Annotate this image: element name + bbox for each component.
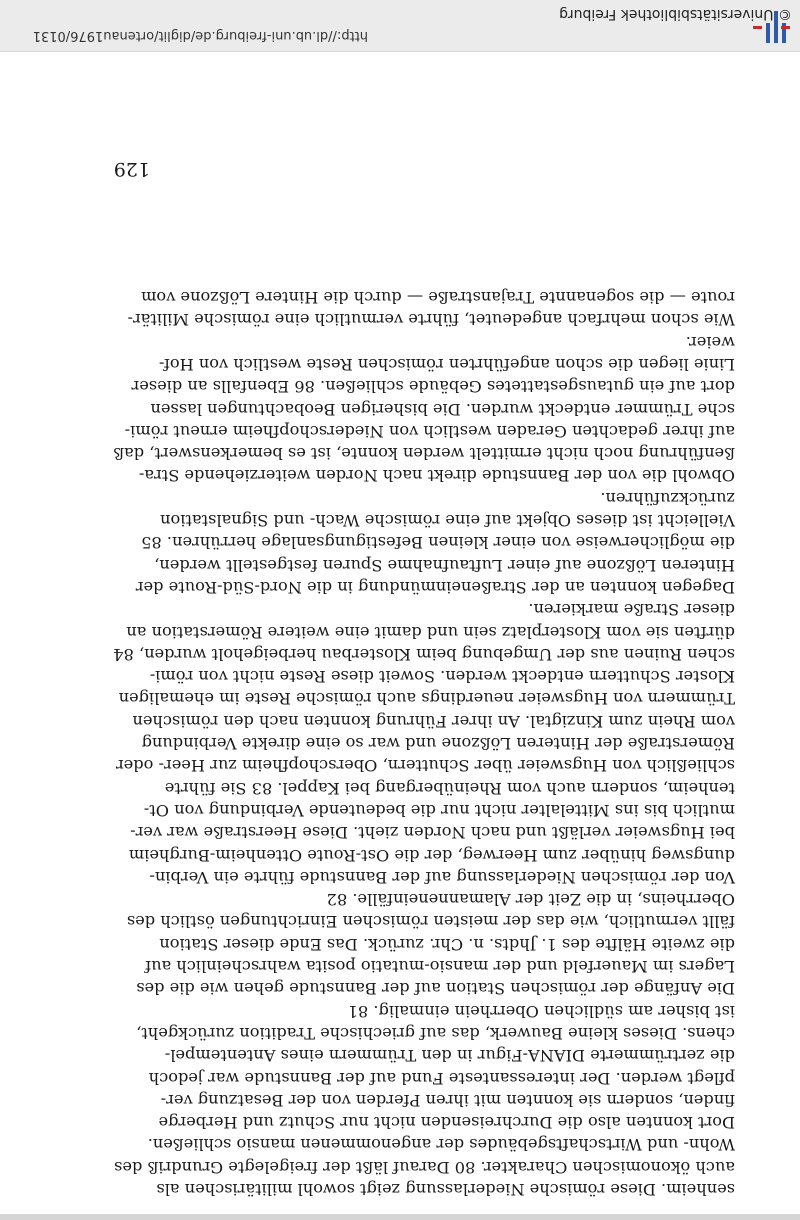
text-line: sche Trümmer entdeckt wurden. Die bisherigen Beobachtungen lassen <box>150 399 735 419</box>
text-line: Dort konnten also die Durchreisenden nicht nur Schutz und Herberge <box>158 1113 735 1133</box>
text-line: die zweite Hälfte des 1. Jhdts. n. Chr. zurück. Das Ende dieser Station <box>159 934 735 954</box>
text-line: Vielleicht ist dieses Objekt auf eine römische Wach- und Signalstation <box>160 511 735 531</box>
text-line: chens. Dieses kleine Bauwerk, das auf griechische Tradition zurückgeht, <box>136 1023 735 1043</box>
text-line: Obwohl die von der Bannstude direkt nach Norden weiterziehende Stra- <box>138 466 735 486</box>
text-line: auf ihrer gedachten Geraden westlich von Niederschopfheim erneut römi- <box>124 421 735 441</box>
text-line: Dagegen konnten an der Straßeneinmündung in die Nord-Süd-Route der <box>135 577 735 597</box>
text-line: Von der römischen Niederlassung auf der Bannstude führte ein Verbin- <box>149 867 735 887</box>
text-line: Linie liegen die schon angeführten römischen Reste westlich von Hof- <box>158 355 735 375</box>
text-line: ßenführung noch nicht ermittelt werden konnte, ist es bemerkenswert, daß <box>113 444 735 464</box>
text-line: zurückzuführen. <box>600 488 735 508</box>
text-line: schen Ruinen aus der Umgebung beim Klosterbau herbeigeholt wurden, 84 <box>113 644 735 664</box>
text-line: Oberrheins, in die Zeit der Alamanneneinfälle. 82 <box>326 890 735 910</box>
text-line: Trümmern von Hugsweier neuerdings auch römische Reste im ehemaligen <box>118 689 735 709</box>
text-line: weier. <box>685 332 735 352</box>
text-line: mutlich bis ins Mittelalter nicht nur die bedeutende Verbindung von Ot- <box>143 800 735 820</box>
text-line: dürften sie vom Klosterplatz sein und damit eine weitere Römerstation an <box>126 622 735 642</box>
document-url-link[interactable]: http://dl.ub.uni-freiburg.de/diglit/ortenau1976/0131 <box>32 28 368 43</box>
text-line: die möglicherweise von einer kleinen Befestigungsanlage herrühren. 85 <box>141 533 735 553</box>
page-text <box>113 286 735 1200</box>
text-line: Kloster Schuttern entdeckt werden. Soweit diese Reste nicht von römi- <box>149 667 735 687</box>
text-line: finden, sondern sie konnten mit ihren Pferden von der Besatzung ver- <box>160 1090 735 1110</box>
text-line: senheim. Diese römische Niederlassung zeigt sowohl militärischen als <box>156 1180 735 1199</box>
text-line: Hinteren Lößzone auf einer Luftaufnahme Spuren festgestellt werden, <box>154 555 735 575</box>
page-number: 129 <box>113 158 150 180</box>
text-line: bei Hugsweier verläßt und nach Norden zieht. Diese Heerstraße war ver- <box>130 823 735 843</box>
text-line: Römerstraße der Hinteren Lößzone und war so eine direkte Verbindung <box>141 734 735 754</box>
text-line: ist bisher am südlichen Oberrhein einmalig. 81 <box>347 1001 735 1021</box>
text-line: Wohn- und Wirtschaftsgebäudes der angenommenen mansio schließen. <box>147 1135 735 1155</box>
scan-edge <box>0 1214 800 1220</box>
text-line: auch ökonomischen Charakter. 80 Darauf läßt der freigelegte Grundriß des <box>114 1157 735 1177</box>
text-line: Wie schon mehrfach angedeutet, führte vermutlich eine römische Militär- <box>127 310 735 330</box>
text-line: route — die sogenannte Trajanstraße — durch die Hintere Lößzone vom <box>141 288 735 308</box>
text-line: schließlich von Hugsweier über Schuttern, Oberschopfheim zur Heer- oder <box>115 756 735 776</box>
text-line: pflegt werden. Der interessanteste Fund auf der Bannstude war jedoch <box>148 1068 735 1088</box>
text-line: die zertrümmerte DIANA-Figur in den Trümmern eines Antentempel- <box>164 1046 735 1066</box>
text-line: Lagers im Mauerfeld und der mansio-mutatio posita wahrscheinlich auf <box>145 957 735 977</box>
text-line: dungsweg hinüber zum Heerweg, der die Ost-Route Ottenheim-Burgheim <box>128 845 735 865</box>
library-header <box>0 0 800 52</box>
text-line: tenheim, sondern auch vom Rheinübergang bei Kappel. 83 Sie führte <box>164 778 735 798</box>
text-line: fällt vermutlich, wie das der meisten römischen Einrichtungen östlich des <box>126 912 735 932</box>
text-line: dieser Straße markieren. <box>528 600 735 620</box>
text-line: Die Anfänge der römischen Station auf der Bannstude gehen wie die des <box>136 979 735 999</box>
library-copyright: © Universitätsbibliothek Freiburg <box>559 6 792 22</box>
text-line: dort auf ein gutausgestattetes Gebäude schließen. 86 Ebenfalls an dieser <box>131 377 735 397</box>
text-line: vom Rhein zum Kinzigtal. An ihrer Führung konnten nach den römischen <box>132 711 735 731</box>
